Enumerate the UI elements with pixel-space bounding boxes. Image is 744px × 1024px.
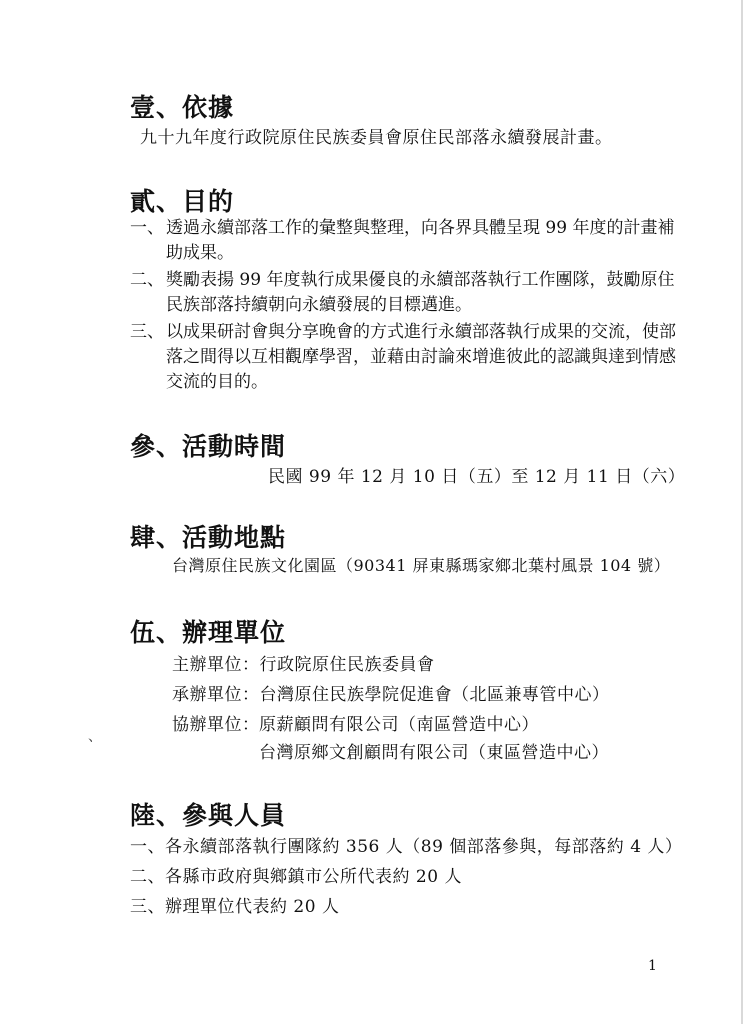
section-heading-purpose: 貳、目的 [130,187,235,216]
host-unit-text: 主辦單位：行政院原住民族委員會 [172,655,435,675]
section-heading-location: 肆、活動地點 [130,523,287,552]
co-organizer-2: 台灣原鄉文創顧問有限公司（東區營造中心） [259,743,609,763]
purpose-item-number: 二、 [130,270,164,290]
participants-line: 一、各永續部落執行團隊約 356 人（89 個部落參與，每部落約 4 人） [130,837,683,857]
organizer-unit-text: 承辦單位：台灣原住民族學院促進會（北區兼專管中心） [172,685,610,705]
co-organizer-1: 原薪顧問有限公司（南區營造中心） [259,715,539,735]
co-organizer-label: 協辦單位： [172,715,260,735]
purpose-item-text: 以成果研討會與分享晚會的方式進行永續部落執行成果的交流，使部落之間得以互相觀摩學習，並藉由討論來增進彼此的認識與達到情感交流的目的。 [166,322,676,392]
event-location-text: 台灣原住民族文化園區（90341 屏東縣瑪家鄉北葉村風景 104 號） [172,556,671,575]
participants-line: 二、各縣市政府與鄉鎮市公所代表約 20 人 [130,867,462,887]
purpose-item-number: 三、 [130,322,164,342]
purpose-item [130,216,690,266]
participants-line: 三、辦理單位代表約 20 人 [130,897,340,917]
purpose-item [130,320,690,395]
purpose-item-text: 透過永續部落工作的彙整與整理，向各界具體呈現 99 年度的計畫補助成果。 [166,218,675,263]
section-heading-basis: 壹、依據 [130,93,235,122]
scan-edge-line [741,0,743,1024]
purpose-item [130,268,690,318]
basis-text: 九十九年度行政院原住民族委員會原住民部落永續發展計畫。 [140,128,613,148]
stray-mark: 、 [88,729,102,745]
section-heading-participants: 陸、參與人員 [130,801,287,830]
event-time-text: 民國 99 年 12 月 10 日（五）至 12 月 11 日（六） [268,467,686,487]
purpose-item-text: 獎勵表揚 99 年度執行成果優良的永續部落執行工作團隊，鼓勵原住民族部落持續朝向永續發展的目標邁進。 [166,270,675,315]
section-heading-time: 參、活動時間 [130,432,287,461]
page-number: 1 [648,958,657,974]
purpose-item-number: 一、 [130,218,164,238]
section-heading-organizers: 伍、辦理單位 [130,618,287,647]
